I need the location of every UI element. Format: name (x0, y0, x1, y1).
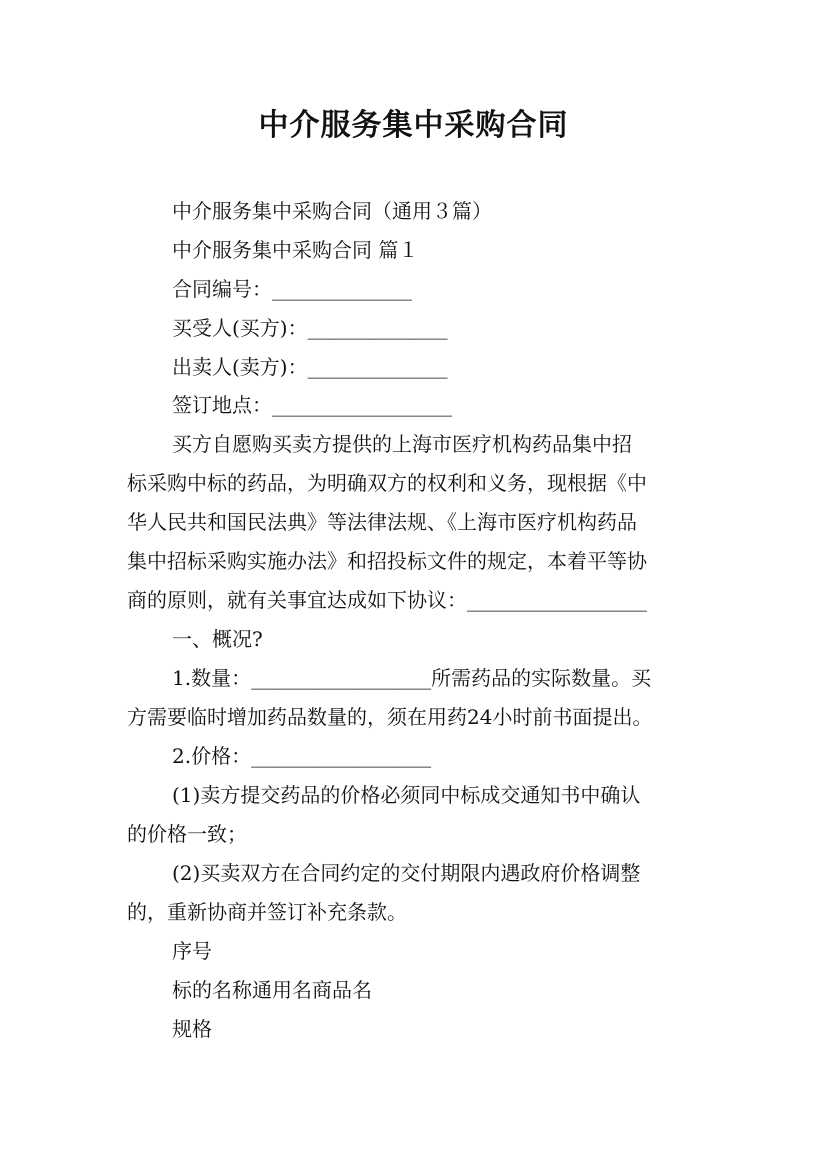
price-line: 2.价格：__________________ (172, 744, 432, 768)
paragraph-line: 标采购中标的药品，为明确双方的权利和义务，现根据《中 (127, 471, 647, 495)
table-header-cell: 标的名称通用名商品名 (172, 978, 372, 1002)
table-header-cell: 规格 (172, 1017, 212, 1041)
signing-place-line: 签订地点：__________________ (172, 393, 452, 417)
paragraph-line: 买方自愿购买卖方提供的上海市医疗机构药品集中招 (172, 432, 632, 456)
paragraph-line: 的，重新协商并签订补充条款。 (127, 900, 407, 924)
paragraph-line: 的价格一致； (127, 822, 247, 846)
paragraph-line: 华人民共和国民法典》等法律法规、《上海市医疗机构药品 (127, 510, 637, 534)
buyer-line: 买受人(买方)：______________ (172, 316, 448, 340)
section-heading: 一、概况? (172, 627, 263, 651)
paragraph-line: 集中招标采购实施办法》和招投标文件的规定，本着平等协 (127, 549, 647, 573)
document-title: 中介服务集中采购合同 (258, 108, 569, 143)
contract-number-line: 合同编号：______________ (172, 277, 412, 301)
paragraph-line: 方需要临时增加药品数量的，须在用药24小时前书面提出。 (127, 705, 653, 729)
paragraph-line: (1)卖方提交药品的价格必须同中标成交通知书中确认 (172, 783, 641, 807)
subtitle-line: 中介服务集中采购合同（通用３篇） (172, 199, 492, 223)
section-heading: 中介服务集中采购合同 篇１ (172, 238, 419, 262)
paragraph-line: 1.数量：__________________所需药品的实际数量。买 (172, 666, 652, 690)
table-header-cell: 序号 (172, 939, 212, 963)
paragraph-line: 商的原则，就有关事宜达成如下协议：__________________ (127, 588, 647, 612)
paragraph-line: (2)买卖双方在合同约定的交付期限内遇政府价格调整 (172, 861, 641, 885)
seller-line: 出卖人(卖方)：______________ (172, 355, 448, 379)
